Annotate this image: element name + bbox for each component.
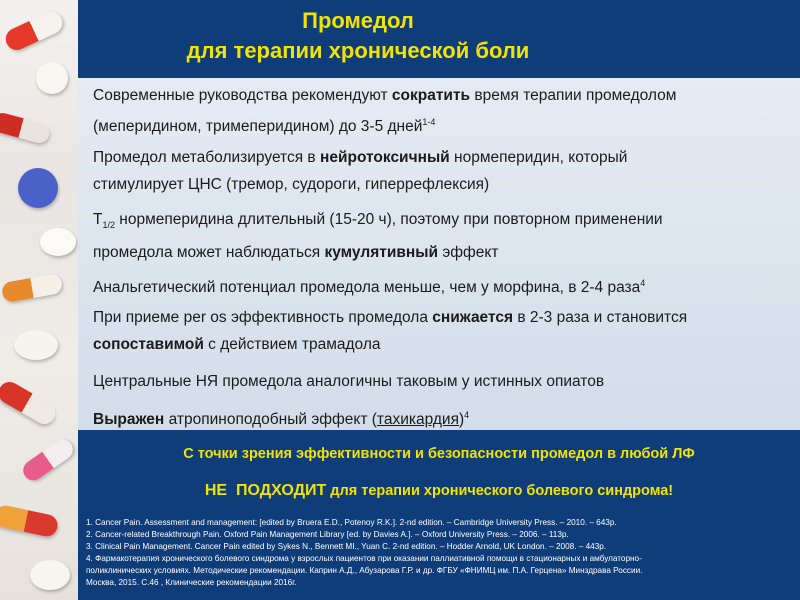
title-bar — [78, 0, 800, 78]
reference-item: 3. Clinical Pain Management. Cancer Pain edited by Sykes N., Bennett MI., Yuan C. 2-nd edition. – Hodder Arnold, UK London. – 2008. – 443p. — [86, 542, 607, 551]
slide-panel — [78, 0, 800, 600]
bullet-text: Промедол метаболизируется в — [93, 149, 320, 166]
bullet-text: эффект — [438, 244, 499, 262]
bullet-text: Современные руководства рекомендуют — [93, 87, 392, 104]
bullet-3 — [93, 206, 783, 266]
pill-red-capsule — [0, 378, 59, 428]
bullet-underlined: тахикардия — [376, 411, 459, 429]
pill-white-tablet — [30, 560, 70, 590]
bullet-4 — [93, 270, 783, 301]
references-box — [78, 512, 800, 600]
bullet-text: время терапии промедолом — [470, 87, 677, 104]
pills-photo-strip — [0, 0, 78, 600]
bullet-line — [93, 402, 783, 433]
conclusion-line-2 — [78, 482, 800, 500]
pill-white-tablet — [14, 330, 58, 360]
bullet-line: Центральные НЯ промедола аналогичны таковым у истинных опиатов — [93, 373, 605, 390]
pill-white-tablet — [40, 228, 76, 256]
reference-mark: 4 — [640, 278, 646, 288]
bullet-text: атропиноподобный эффект ( — [164, 411, 377, 429]
slide-title: Промедол — [302, 8, 414, 33]
pill-red-capsule — [2, 8, 66, 53]
bullet-line — [93, 239, 783, 266]
bullet-emphasis: снижается — [432, 309, 514, 326]
bullet-line — [93, 304, 783, 331]
bullet-text: промедола может наблюдаться — [93, 244, 325, 262]
bullet-1 — [93, 82, 783, 140]
bullet-text: Анальгетический потенциал промедола меньше, чем у морфина, в 2-4 раза — [93, 279, 641, 297]
bullet-text: (меперидином, тримеперидином) до 3-5 дней — [93, 118, 423, 136]
reference-mark: 1-4 — [422, 117, 436, 127]
reference-item: поликлинических условиях. Методические рекомендации. Каприн А.Д., Абузарова Г.Р. и др. ФГБУ «ФНИМЦ им. П.А. Герцена» Минздрава России. — [86, 566, 643, 575]
bullet-line — [93, 270, 783, 301]
bullet-emphasis: Выражен — [93, 411, 165, 429]
pill-orange-capsule — [1, 273, 64, 303]
bullet-text: в 2-3 раза и становится — [513, 309, 688, 326]
bullet-text: нормеперидина длительный (15-20 ч), поэтому при повторном применении — [114, 211, 663, 228]
bullet-2 — [93, 144, 783, 198]
bullet-5 — [93, 304, 783, 358]
reference-mark: 4 — [464, 410, 470, 420]
bullet-6 — [93, 368, 783, 395]
bullet-line — [93, 144, 783, 171]
bullet-text: При приеме per os эффективность промедола — [93, 309, 433, 326]
bullet-text: ) — [458, 411, 465, 429]
bullet-text: нормеперидин, который — [449, 149, 628, 166]
bullet-line — [93, 331, 783, 358]
bullet-text: с действием трамадола — [203, 336, 381, 353]
reference-item: 4. Фармакотерапия хронического болевого синдрома у взрослых пациентов при оказании паллиативной помощи в стационарных и амбулаторно- — [86, 554, 642, 563]
bullet-line — [93, 206, 783, 239]
bullet-line — [93, 82, 783, 109]
conclusion-emphasis: НЕ ПОДХОДИТ — [204, 482, 327, 499]
bullet-7 — [93, 402, 783, 433]
pill-blue-tablet — [18, 168, 58, 208]
conclusion-line-1: С точки зрения эффективности и безопасности промедол в любой ЛФ — [183, 446, 695, 462]
pill-pink-capsule — [19, 436, 76, 485]
subscript: 1/2 — [102, 220, 115, 231]
pill-orange-capsule — [0, 504, 60, 539]
bullet-emphasis: сократить — [391, 87, 471, 104]
pill-red-capsule — [0, 111, 52, 145]
bullets-area — [78, 78, 800, 430]
bullet-line — [93, 109, 783, 140]
slide-subtitle: для терапии хронической боли — [186, 38, 530, 63]
bullet-emphasis: нейротоксичный — [319, 149, 450, 166]
bullet-emphasis: сопоставимой — [93, 336, 204, 353]
bullet-line: стимулирует ЦНС (тремор, судороги, гиперрефлексия) — [93, 176, 490, 193]
reference-item: 2. Cancer-related Breakthrough Pain. Oxford Pain Management Library [ed. by Davies A.]. – Oxford University Press. – 2006. – 113p. — [86, 530, 569, 539]
bullet-emphasis: кумулятивный — [324, 244, 439, 262]
reference-item: 1. Cancer Pain. Assessment and management: [edited by Bruera E.D., Potenoy R.K.]. 2-nd edition. – Cambridge University Press. – 2010. – 643p. — [86, 518, 617, 527]
conclusion-box — [78, 430, 800, 512]
reference-item: Москва, 2015. С.46 , Клинические рекомендации 2016г. — [86, 578, 297, 587]
pill-white-tablet — [36, 62, 68, 94]
bullet-text: T — [93, 211, 103, 228]
conclusion-text: для терапии хронического болевого синдрома! — [326, 483, 674, 499]
